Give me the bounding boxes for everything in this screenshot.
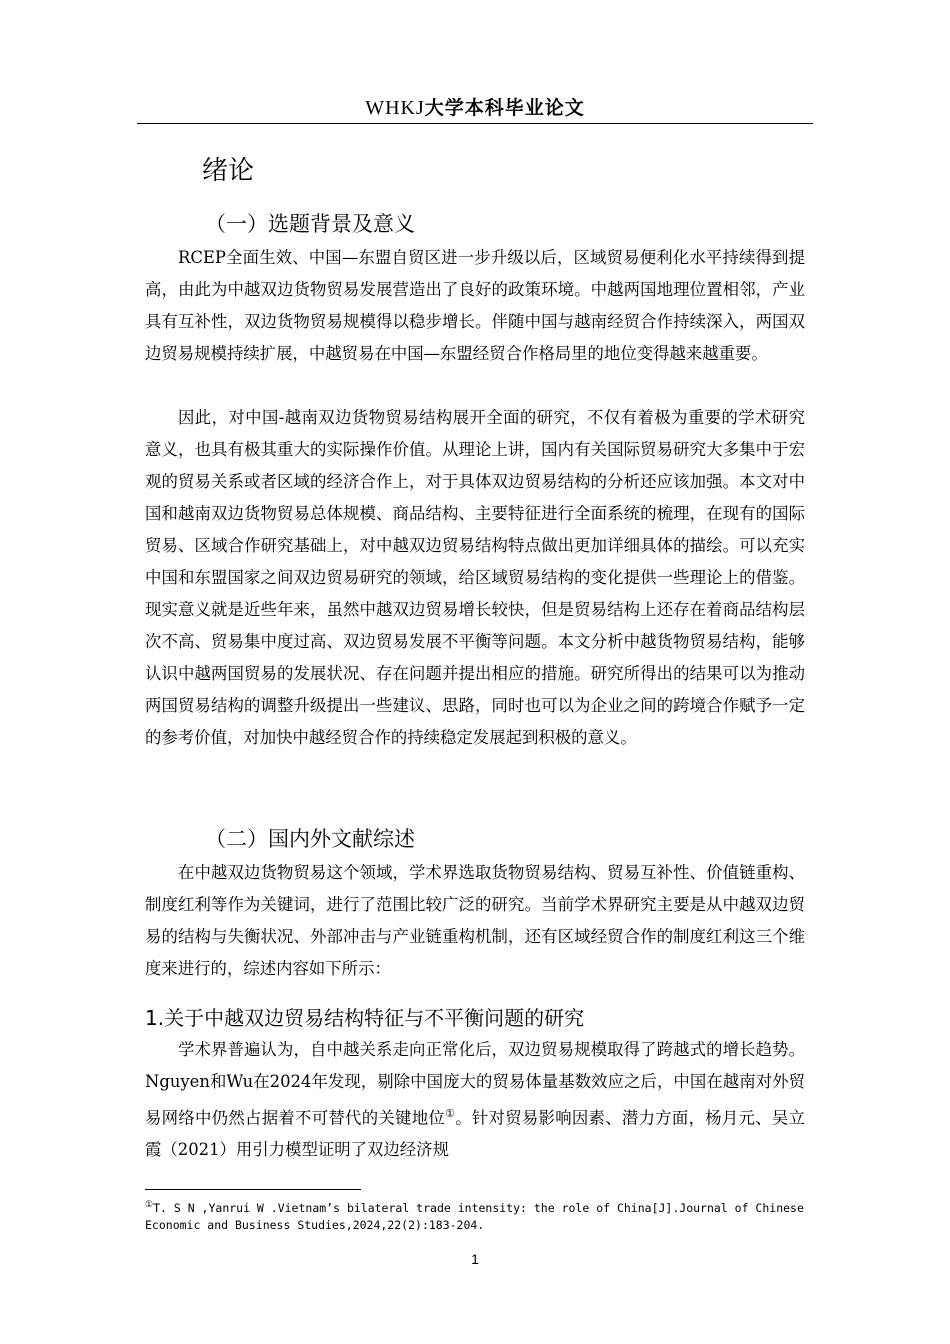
header-title: 大学本科毕业论文	[424, 97, 585, 119]
running-header	[137, 93, 813, 120]
footnote-mark: ①	[145, 1200, 154, 1210]
paragraph-text-a: 学术界普遍认为，自中越关系走向正常化后，双边贸易规模取得了跨越式的增长趋势。Nguyen和Wu在2024年发现，剔除中国庞大的贸易体量基数效应之后，中国在越南对外贸易网络中仍然占据着不可替代的关键地位	[145, 1040, 805, 1128]
section-heading-1: （一）选题背景及意义	[205, 212, 415, 236]
header-rule	[137, 123, 813, 124]
paragraph-literature-intro: 在中越双边货物贸易这个领域，学术界选取货物贸易结构、贸易互补性、价值链重构、制度红利等作为关键词，进行了范围比较广泛的研究。当前学术界研究主要是从中越双边贸易的结构与失衡状况、外部冲击与产业链重构机制，还有区域经贸合作的制度红利这三个维度来进行的，综述内容如下所示：	[145, 863, 805, 978]
chapter-title: 绪论	[202, 156, 255, 186]
header-school-code: WHKJ	[365, 97, 425, 119]
subsection-heading-1: 1.关于中越双边贸易结构特征与不平衡问题的研究	[145, 1006, 585, 1030]
footnote-rule	[145, 1189, 361, 1190]
footnote	[145, 1197, 805, 1234]
footnote-text: T. S N ,Yanrui W .Vietnam’s bilateral trade intensity: the role of China[J].Journal of Chinese Economic and Business Studies,2024,22(2):183-204.	[145, 1200, 804, 1232]
paragraph-trade-structure	[145, 1034, 805, 1166]
paragraph-background: RCEP全面生效、中国—东盟自贸区进一步升级以后，区域贸易便利化水平持续得到提高，由此为中越双边货物贸易发展营造出了良好的政策环境。中越两国地理位置相邻，产业具有互补性，双边货物贸易规模得以稳步增长。伴随中国与越南经贸合作持续深入，两国双边贸易规模持续扩展，中越贸易在中国—东盟经贸合作格局里的地位变得越来越重要。	[145, 248, 805, 363]
paragraph-text-b: 。针对贸易影响因素、潜力方面，杨月元、吴立霞（2021）用引力模型证明了双边经济规	[145, 1108, 805, 1160]
footnote-reference-mark[interactable]: ①	[445, 1107, 456, 1120]
page-number: 1	[471, 1251, 479, 1267]
paragraph-significance: 因此，对中国-越南双边货物贸易结构展开全面的研究，不仅有着极为重要的学术研究意义，也具有极其重大的实际操作价值。从理论上讲，国内有关国际贸易研究大多集中于宏观的贸易关系或者区域的经济合作上，对于具体双边贸易结构的分析还应该加强。本文对中国和越南双边货物贸易总体规模、商品结构、主要特征进行全面系统的梳理，在现有的国际贸易、区域合作研究基础上，对中越双边贸易结构特点做出更加详细具体的描绘。可以充实中国和东盟国家之间双边贸易研究的领域，给区域贸易结构的变化提供一些理论上的借鉴。现实意义就是近些年来，虽然中越双边贸易增长较快，但是贸易结构上还存在着商品结构层次不高、贸易集中度过高、双边贸易发展不平衡等问题。本文分析中越货物贸易结构，能够认识中越两国贸易的发展状况、存在问题并提出相应的措施。研究所得出的结果可以为推动两国贸易结构的调整升级提出一些建议、思路，同时也可以为企业之间的跨境合作赋予一定的参考价值，对加快中越经贸合作的持续稳定发展起到积极的意义。	[145, 408, 805, 747]
section-heading-2: （二）国内外文献综述	[205, 827, 415, 851]
